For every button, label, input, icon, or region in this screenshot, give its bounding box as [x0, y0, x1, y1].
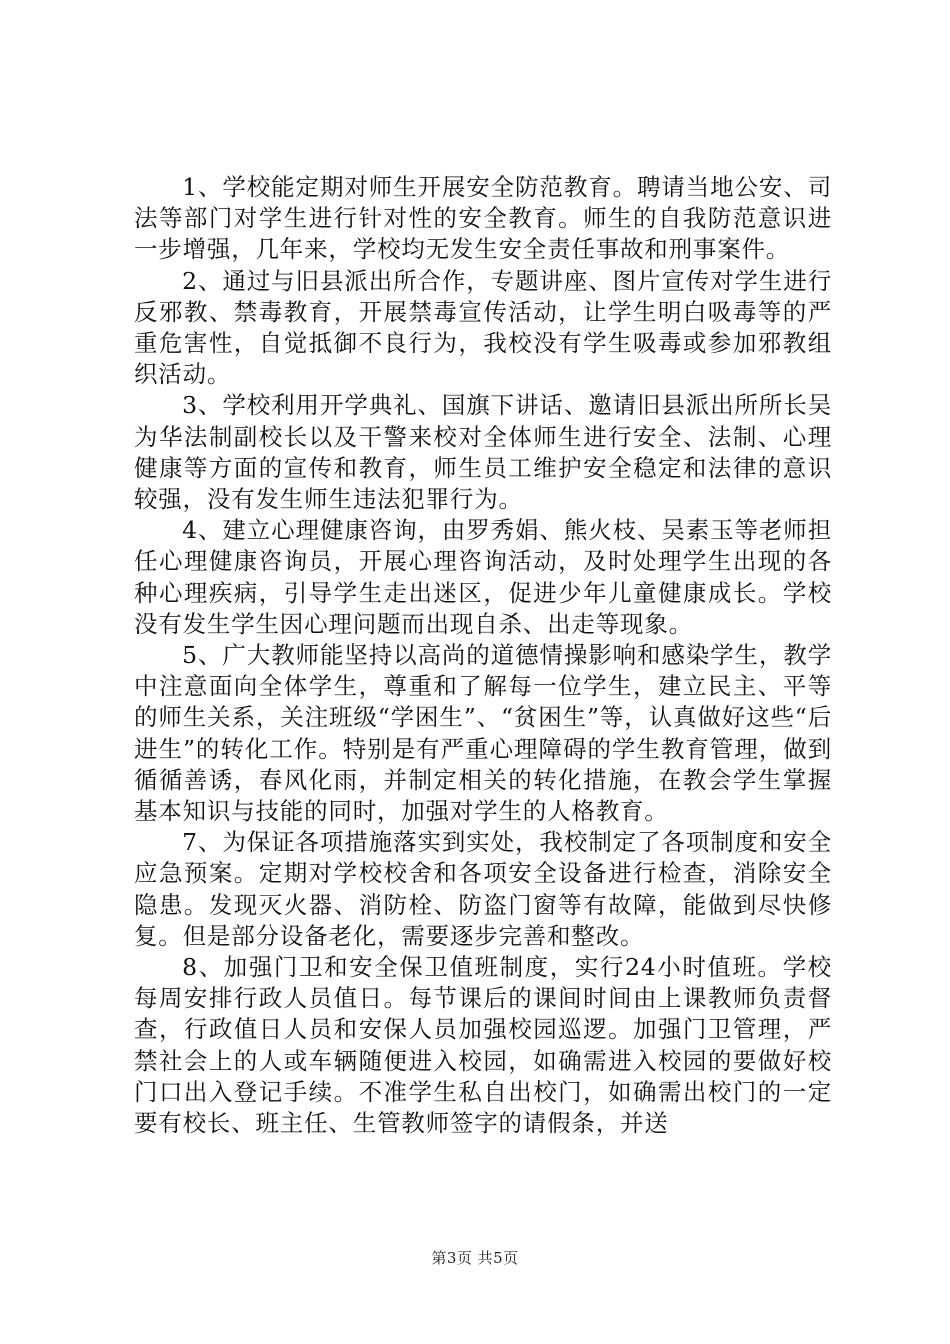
- paragraph-7: 7、为保证各项措施落实到实处，我校制定了各项制度和安全应急预案。定期对学校校舍和各项安全设备进行检查，消除安全隐患。发现灭火器、消防栓、防盗门窗等有故障，能做到尽快修复。但是部分设备老化，需要逐步完善和整改。: [134, 828, 832, 950]
- paragraph-2: 2、通过与旧县派出所合作，专题讲座、图片宣传对学生进行反邪教、禁毒教育，开展禁毒宣传活动，让学生明白吸毒等的严重危害性，自觉抵御不良行为，我校没有学生吸毒或参加邪教组织活动。: [134, 266, 832, 389]
- paragraph-5: 5、广大教师能坚持以高尚的道德情操影响和感染学生，教学中注意面向全体学生，尊重和了解每一位学生，建立民主、平等的师生关系，关注班级“学困生”、“贫困生”等，认真做好这些“后进生”的转化工作。特别是有严重心理障碍的学生教育管理，做到循循善诱，春风化雨，并制定相关的转化措施，在教会学生掌握基本知识与技能的同时，加强对学生的人格教育。: [134, 641, 832, 826]
- document-body: [134, 172, 832, 1139]
- page-number-footer: 第3页 共5页: [431, 1249, 519, 1267]
- paragraph-8: 8、加强门卫和安全保卫值班制度，实行24小时值班。学校每周安排行政人员值日。每节课后的课间时间由上课教师负责督查，行政值日人员和安保人员加强校园巡逻。加强门卫管理，严禁社会上的人或车辆随便进入校园，如确需进入校园的要做好校门口出入登记手续。不准学生私自出校门，如确需出校门的一定要有校长、班主任、生管教师签字的请假条，并送: [134, 953, 832, 1138]
- paragraph-4: 4、建立心理健康咨询，由罗秀娟、熊火枝、吴素玉等老师担任心理健康咨询员，开展心理咨询活动，及时处理学生出现的各种心理疾病，引导学生走出迷区，促进少年儿童健康成长。学校没有发生学生因心理问题而出现自杀、出走等现象。: [134, 516, 832, 638]
- paragraph-3: 3、学校利用开学典礼、国旗下讲话、邀请旧县派出所所长吴为华法制副校长以及干警来校对全体师生进行安全、法制、心理健康等方面的宣传和教育，师生员工维护安全稳定和法律的意识较强，没有发生师生违法犯罪行为。: [134, 391, 832, 514]
- paragraph-1: 1、学校能定期对师生开展安全防范教育。聘请当地公安、司法等部门对学生进行针对性的安全教育。师生的自我防范意识进一步增强，几年来，学校均无发生安全责任事故和刑事案件。: [134, 173, 832, 264]
